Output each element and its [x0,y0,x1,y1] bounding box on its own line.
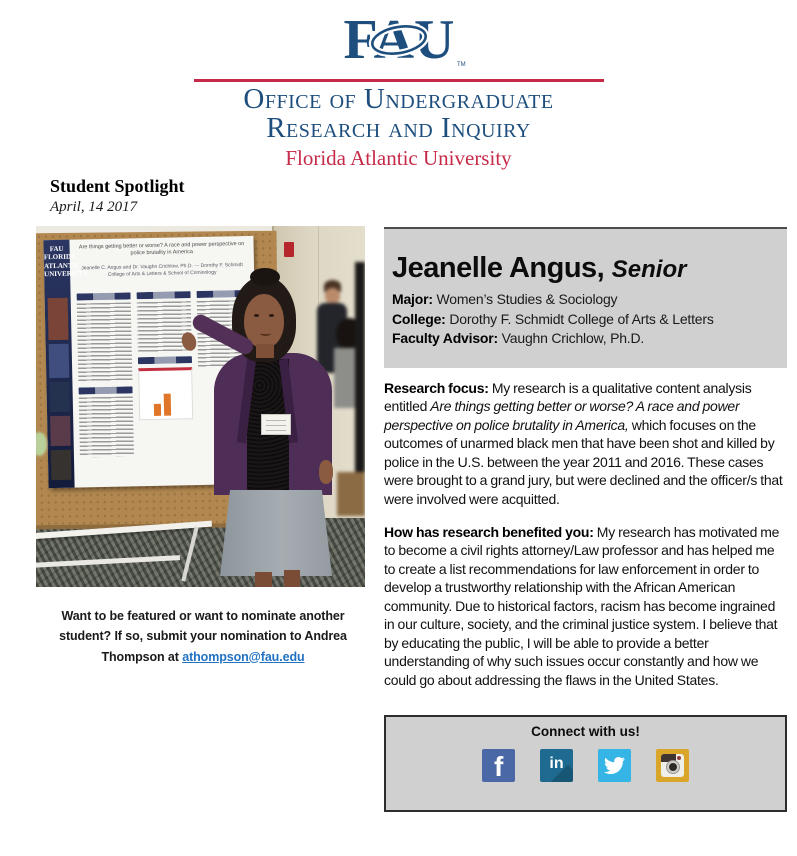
header [0,10,797,171]
student-photo [36,226,365,587]
background-dark-figure [355,262,365,472]
student-smile [260,331,271,336]
facebook-icon[interactable] [482,749,515,782]
research-benefit-paragraph [384,523,788,689]
student-classification: Senior [611,256,687,283]
advisor-label: Faculty Advisor: [392,330,502,347]
college-value: Dorothy F. Schmidt College of Arts & Letters [449,310,714,327]
logo-tm: TM [456,62,466,68]
student-eye [269,314,274,317]
instagram-camera-flash [677,756,681,760]
background-man-face [325,288,340,304]
nomination-note [42,606,364,667]
red-rule [194,79,604,82]
student-neck [256,344,274,358]
connect-label: Connect with us! [531,724,640,739]
linkedin-icon[interactable] [540,749,573,782]
nomination-email-link[interactable]: athompson@fau.edu [182,649,305,664]
org-title-line1: Office of Undergraduate [243,83,554,115]
instagram-icon[interactable] [656,749,689,782]
student-hair-bun [250,268,280,286]
research-focus-text: My research is a qualitative content analysis entitled [384,380,752,415]
spotlight-heading: Student Spotlight [50,176,185,196]
student-eye [254,314,259,317]
fau-logo [319,10,479,72]
instagram-camera-body [661,754,684,777]
student-name-tag [261,414,291,435]
twitter-icon[interactable] [598,749,631,782]
poster-sidebar-text: FAU FLORIDA ATLANTIC UNIVERSITY [43,244,89,279]
student-name-text: Jeanelle Angus, [392,252,612,284]
advisor-value: Vaughn Crichlow, Ph.D. [501,330,645,347]
twitter-bird-glyph [604,755,625,776]
research-focus-label: Research focus: [384,380,489,396]
student-skirt [220,490,332,576]
background-boxes [337,472,365,516]
benefit-label: How has research benefited you: [384,524,594,540]
college-row [392,310,777,329]
org-subtitle: Florida Atlantic University [285,146,512,170]
poster-title: Are things getting better or worse? A race and power perspective on police brutality in America [78,241,245,257]
profile-header-box [384,227,787,368]
college-label: College: [392,310,450,327]
org-title-line2: Research and Inquiry [266,112,531,144]
poster-authors: Jeanelle C. Angus and Dr. Vaughn Crichlow, Ph.D. — Dorothy F. Schmidt College of Arts & Letters & School of Criminology [81,262,243,278]
connect-box [384,715,787,812]
spotlight-date: April, 14 2017 [50,199,138,215]
social-icons-row [386,749,785,782]
research-title-italic: Are things getting better or worse? A race and power perspective on police brutality in America, [384,398,740,433]
major-value: Women’s Studies & Sociology [436,291,618,308]
research-focus-paragraph [384,379,788,508]
student-hand-right [319,460,333,484]
research-focus-text-2: which focuses on the outcomes of unarmed black men that have been shot and killed by police in the U.S. between the year 2011 and 2016. These cases were brought to a grand jury, but were declined and the officer/s that were involved were acquitted. [384,416,783,507]
profile-fields [392,290,777,348]
svg-text:FAU: FAU [343,10,454,71]
student-leg [284,570,300,587]
instagram-camera-lens [667,761,679,773]
linkedin-in-glyph: in [549,755,564,772]
major-row [392,290,777,309]
major-label: Major: [392,291,437,308]
student-name [392,253,777,283]
student-leg [255,572,272,587]
nomination-text: Want to be featured or want to nominate another student? If so, submit your nomination to Andrea Thompson at [59,609,347,664]
benefit-text: My research has motivated me to become a civil rights attorney/Law professor and has helped me to create a list recommendations for law enforcement in order to develop a trustworthy relationship with the African American community. Due to historical factors, racism has become ingrained in our culture, society, and the criminal justice system. I believe that by educating the public, I will be able to provide a better understanding of why such issues occur constantly and how we could go about addressing the flaws in the United States. [384,524,780,688]
advisor-row [392,329,777,348]
facebook-f-glyph: f [494,751,504,782]
